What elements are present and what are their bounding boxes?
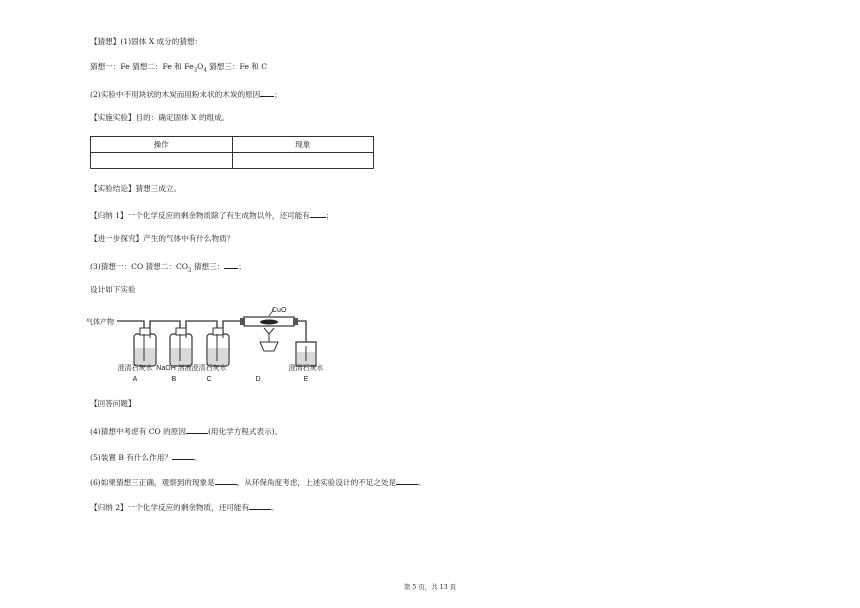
further-inquiry: 【进一步探究】产生的气体中有什么物质？ <box>90 234 235 243</box>
experiment-heading: 【实施实验】目的：确定固体 X 的组成。 <box>90 113 230 122</box>
table-header-operation: 操作 <box>91 137 233 153</box>
beaker-letter: E <box>303 376 309 383</box>
answer-blank <box>260 88 274 97</box>
gas-washing-bottle-a <box>134 328 156 366</box>
answer-blank <box>215 476 237 485</box>
heater-letter: D <box>255 376 261 383</box>
hypothesis-heading: 【猜想】(1)固体 X 成分的猜想： <box>90 37 203 46</box>
summary-2: 【归纳 2】一个化学反应的剩余物质，还可能有 。 <box>90 503 279 512</box>
design-intro: 设计如下实验 <box>90 285 136 294</box>
observation-table <box>90 136 374 169</box>
answer-blank <box>224 260 238 269</box>
bottle-b-reagent: NaOH 溶液 <box>156 365 192 372</box>
answer-blank <box>310 209 326 218</box>
question-2: (2)实验中不用块状的木炭而用粉末状的木炭的原因 ； <box>90 90 282 99</box>
question-6: (6)如果猜想三正确，观察到的现象是 ，从环保角度考虑，上述实验设计的不足之处是 。 <box>90 478 426 487</box>
summary-1: 【归纳 1】一个化学反应的剩余物质除了有生成物以外，还可能有 ； <box>90 211 334 220</box>
beaker-reagent: 澄清石灰水 <box>288 365 324 372</box>
experiment-apparatus-diagram <box>84 306 344 388</box>
table-cell <box>232 153 374 169</box>
gas-washing-bottle-c <box>207 328 229 366</box>
hypothesis-list: 猜想一：Fe 猜想二：Fe 和 $Fe_3O_4$ 猜想三：Fe 和 C <box>90 62 268 74</box>
gas-product-label: 气体产物 <box>86 319 114 326</box>
alcohol-lamp <box>260 328 278 351</box>
combustion-tube-d <box>240 307 298 326</box>
bottle-a-letter: A <box>132 376 138 383</box>
answer-blank <box>186 425 208 434</box>
conclusion: 【实验结论】猜想三成立。 <box>90 184 182 193</box>
bottle-c-reagent: 澄清石灰水 <box>191 365 227 372</box>
question-3: (3)猜想一：CO 猜想二：$CO_2$ 猜想三： ； <box>90 262 246 274</box>
bottle-c-letter: C <box>206 376 212 383</box>
answer-blank <box>249 501 271 510</box>
answer-heading: 【回答问题】 <box>90 399 136 408</box>
cuo-label: CuO <box>272 307 287 314</box>
beaker-e <box>296 342 316 366</box>
page-footer: 第 5 页，共 13 页 <box>403 583 457 591</box>
table-cell <box>91 153 233 169</box>
table-header-phenomenon: 现象 <box>232 137 374 153</box>
bottle-a-reagent: 澄清石灰水 <box>117 365 153 372</box>
answer-blank <box>396 476 418 485</box>
answer-blank <box>172 451 194 460</box>
bottle-b-letter: B <box>171 376 177 383</box>
question-5: (5)装置 B 有什么作用？ 。 <box>90 453 202 462</box>
question-4: (4)猜想中考虑有 CO 的原因 (用化学方程式表示)。 <box>90 427 283 436</box>
gas-washing-bottle-b <box>170 328 192 366</box>
